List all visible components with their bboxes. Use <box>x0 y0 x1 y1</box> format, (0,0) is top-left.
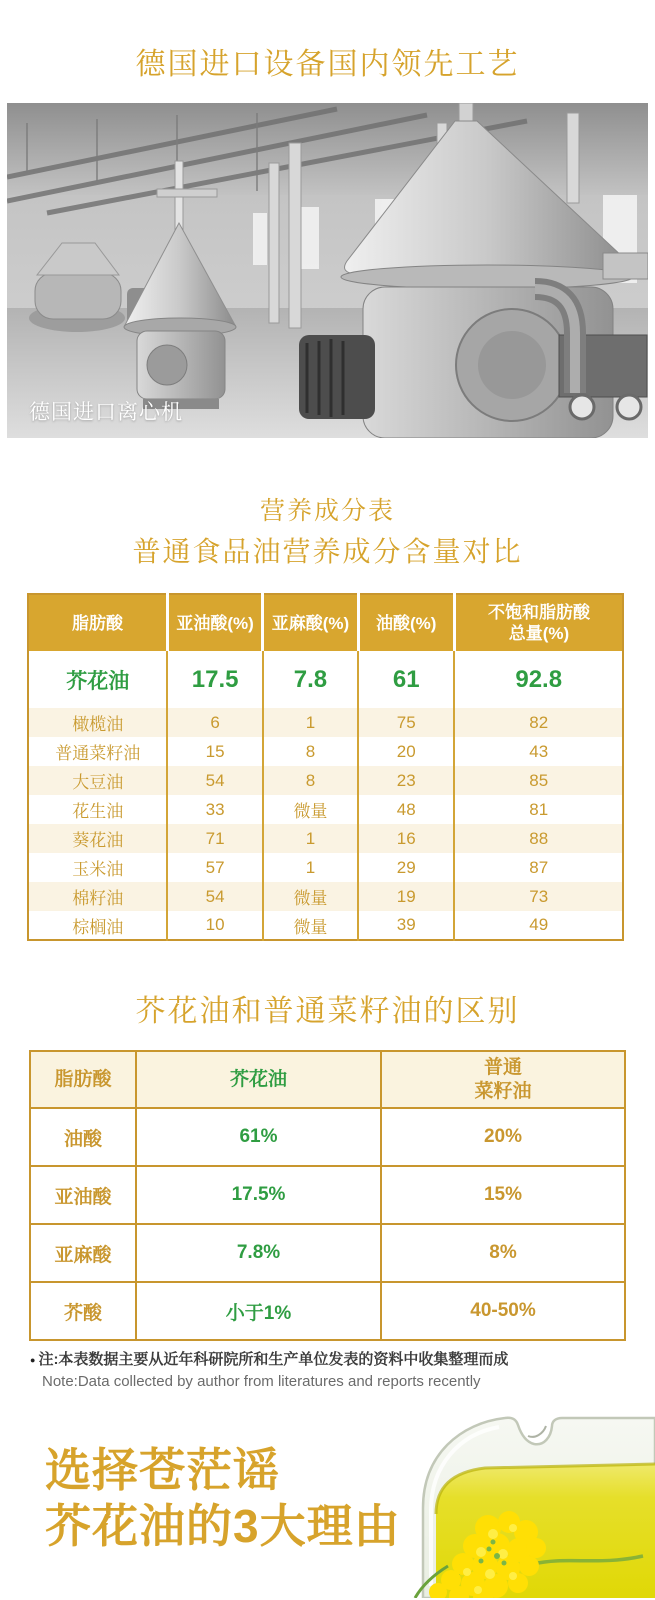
value-cell: 15 <box>167 737 262 766</box>
value-cell: 49 <box>454 911 623 940</box>
value-cell: 39 <box>358 911 454 940</box>
headline-line1: 选择苍茫谣 <box>45 1444 280 1496</box>
rapeseed-value-cell: 8% <box>381 1224 625 1282</box>
oil-name-cell: 棉籽油 <box>28 882 167 911</box>
acid-name-cell: 亚油酸 <box>30 1166 136 1224</box>
comparison-header-row <box>30 1051 625 1108</box>
value-cell: 81 <box>454 795 623 824</box>
value-cell: 85 <box>454 766 623 795</box>
oil-name-cell: 玉米油 <box>72 860 124 879</box>
table-row <box>28 853 623 882</box>
oil-name-cell: 普通菜籽油 <box>55 744 141 763</box>
value-cell: 1 <box>263 824 358 853</box>
value-cell: 10 <box>167 911 262 940</box>
header-rapeseed-oil: 普通 菜籽油 <box>381 1051 625 1108</box>
rapeseed-value-cell: 15% <box>381 1166 625 1224</box>
value-cell: 73 <box>454 882 623 911</box>
value-cell: 54 <box>167 882 262 911</box>
table-row <box>30 1108 625 1166</box>
nutrition-header-row <box>28 594 623 651</box>
header-oleic: 油酸(%) <box>358 594 454 651</box>
note-line-en: Note:Data collected by author from literatures and reports recently <box>42 1373 481 1390</box>
value-cell: 微量 <box>263 911 358 940</box>
headline-line2: 芥花油的3大理由 <box>45 1500 401 1552</box>
value-cell: 19 <box>358 882 454 911</box>
header-unsaturated-total: 不饱和脂肪酸 总量(%) <box>454 594 623 651</box>
canola-value-cell: 61% <box>136 1108 381 1166</box>
value-cell: 17.5 <box>167 651 262 708</box>
bullet-icon: ● <box>30 1355 36 1365</box>
value-cell: 43 <box>454 737 623 766</box>
header-linolenic: 亚麻酸(%) <box>263 594 358 651</box>
value-cell: 48 <box>358 795 454 824</box>
table-row <box>30 1282 625 1340</box>
value-cell: 7.8 <box>263 651 358 708</box>
acid-name-cell: 芥酸 <box>30 1282 136 1340</box>
header-canola-oil: 芥花油 <box>136 1051 381 1108</box>
value-cell: 8 <box>263 737 358 766</box>
oil-name-cell: 橄榄油 <box>28 708 167 737</box>
oil-name-cell: 大豆油 <box>28 766 167 795</box>
header-linoleic: 亚油酸(%) <box>167 594 262 651</box>
canola-value-cell: 7.8% <box>136 1224 381 1282</box>
comparison-title: 芥花油和普通菜籽油的区别 <box>135 995 520 1028</box>
photo-caption: 德国进口离心机 <box>29 401 183 424</box>
value-cell: 8 <box>263 766 358 795</box>
value-cell: 61 <box>358 651 454 708</box>
rapeseed-value-cell: 40-50% <box>381 1282 625 1340</box>
value-cell: 71 <box>167 824 262 853</box>
value-cell: 75 <box>358 708 454 737</box>
note-line-cn: ● 注:本表数据主要从近年科研院所和生产单位发表的资料中收集整理而成 <box>30 1351 509 1368</box>
nutrition-section-header <box>0 438 655 572</box>
acid-name-cell: 油酸 <box>30 1108 136 1166</box>
table-row <box>28 737 623 766</box>
table-row <box>28 766 623 795</box>
oil-name-cell: 花生油 <box>72 802 124 821</box>
value-cell: 20 <box>358 737 454 766</box>
featured-oil-row <box>28 651 623 708</box>
oil-name-cell: 棕榈油 <box>72 917 124 937</box>
oil-bowl-image <box>393 1406 655 1598</box>
header-fatty-acid: 脂肪酸 <box>30 1051 136 1108</box>
value-cell: 微量 <box>263 882 358 911</box>
value-cell: 57 <box>167 853 262 882</box>
banner-title: 德国进口设备国内领先工艺 <box>135 47 520 81</box>
value-cell: 87 <box>454 853 623 882</box>
value-cell: 微量 <box>263 795 358 824</box>
value-cell: 29 <box>358 853 454 882</box>
factory-photo-illustration <box>7 103 648 438</box>
value-cell: 33 <box>167 795 262 824</box>
oil-name-cell: 葵花油 <box>28 824 167 853</box>
bottom-headline <box>45 1442 401 1554</box>
table-row <box>30 1224 625 1282</box>
value-cell: 1 <box>263 853 358 882</box>
table-row <box>28 795 623 824</box>
value-cell: 1 <box>263 708 358 737</box>
value-cell: 6 <box>167 708 262 737</box>
value-cell: 23 <box>358 766 454 795</box>
nutrition-table <box>27 593 624 941</box>
nutrition-subtitle: 普通食品油营养成分含量对比 <box>132 536 523 567</box>
top-banner <box>0 0 655 103</box>
table-row <box>28 708 623 737</box>
table-note <box>30 1350 655 1392</box>
oil-name-cell: 芥花油 <box>66 669 130 693</box>
factory-photo <box>7 103 648 438</box>
comparison-table <box>29 1050 626 1341</box>
value-cell: 16 <box>358 824 454 853</box>
table-row <box>28 824 623 853</box>
acid-name-cell: 亚麻酸 <box>30 1224 136 1282</box>
nutrition-title: 营养成分表 <box>259 497 395 525</box>
value-cell: 88 <box>454 824 623 853</box>
bottom-section <box>0 1392 655 1598</box>
table-row <box>28 911 623 940</box>
value-cell: 92.8 <box>454 651 623 708</box>
table-row <box>28 882 623 911</box>
header-fatty-acid: 脂肪酸 <box>28 594 167 651</box>
canola-value-cell: 小于1% <box>136 1282 381 1340</box>
rapeseed-value-cell: 20% <box>381 1108 625 1166</box>
value-cell: 82 <box>454 708 623 737</box>
table-row <box>30 1166 625 1224</box>
value-cell: 54 <box>167 766 262 795</box>
canola-value-cell: 17.5% <box>136 1166 381 1224</box>
